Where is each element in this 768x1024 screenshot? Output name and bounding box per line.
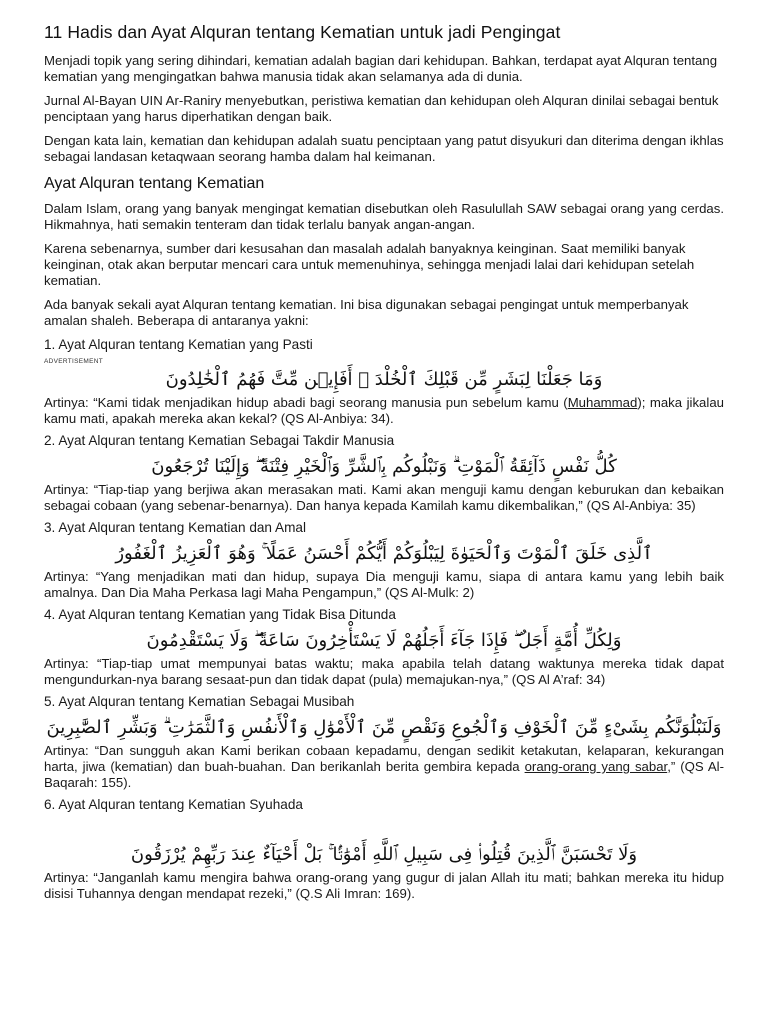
item-heading: 2. Ayat Alquran tentang Kematian Sebagai Takdir Manusia (44, 433, 395, 448)
item-heading: 4. Ayat Alquran tentang Kematian yang Tidak Bisa Ditunda (44, 607, 396, 622)
item-heading: 5. Ayat Alquran tentang Kematian Sebagai Musibah (44, 694, 355, 709)
verse-translation (44, 743, 724, 791)
page-title: 11 Hadis dan Ayat Alquran tentang Kematian untuk jadi Pengingat (44, 22, 561, 42)
intro-paragraph: Menjadi topik yang sering dihindari, kematian adalah bagian dari kehidupan. Bahkan, terdapat ayat Alquran tentang kematian yang mengingatkan bahwa manusia tidak akan selamanya ada di dunia. (44, 53, 718, 84)
spacer (44, 818, 724, 840)
verse-translation (44, 395, 724, 427)
item-heading: 3. Ayat Alquran tentang Kematian dan Amal (44, 520, 306, 535)
verse-translation: Artinya: “Tiap-tiap yang berjiwa akan merasakan mati. Kami akan menguji kamu dengan keburukan dan kebaikan sebagai cobaan (yang sebenar-benarnya). Dan hanya kepada Kamilah kamu dikembalikan,” (QS Al-Anbiya: 35) (44, 482, 724, 513)
intro-paragraph: Jurnal Al-Bayan UIN Ar-Raniry menyebutkan, peristiwa kematian dan kehidupan oleh Alquran dinilai sebagai bentuk penciptaan yang harus diperhatikan dengan baik. (44, 93, 719, 124)
translation-text: ); maka jikalau kamu mati, apakah mereka akan kekal? (QS Al-Anbiya: 34). (44, 395, 724, 426)
arabic-verse: وَلَا تَحْسَبَنَّ ٱلَّذِينَ قُتِلُوا۟ فِى سَبِيلِ ٱللَّهِ أَمْوَٰتًۢا ۚ بَلْ أَحْيَآءٌ عِندَ رَبِّهِمْ يُرْزَقُونَ (130, 844, 638, 865)
arabic-verse: وَمَا جَعَلْنَا لِبَشَرٍ مِّن قَبْلِكَ ٱلْخُلْدَ ۖ أَفَإِي۟ن مِّتَّ فَهُمُ ٱلْخَٰلِدُونَ (165, 369, 603, 390)
section-paragraph: Ada banyak sekali ayat Alquran tentang kematian. Ini bisa digunakan sebagai pengingat untuk memperbanyak amalan shaleh. Beberapa di antaranya yakni: (44, 297, 689, 328)
arabic-verse: كُلُّ نَفْسٍ ذَآئِقَةُ ٱلْمَوْتِ ۗ وَنَبْلُوكُم بِٱلشَّرِّ وَٱلْخَيْرِ فِتْنَةً ۖ وَإِلَيْنَا تُرْجَعُونَ (151, 456, 617, 477)
translation-link[interactable]: orang-orang yang sabar (524, 759, 668, 774)
arabic-verse: وَلَنَبْلُوَنَّكُم بِشَىْءٍ مِّنَ ٱلْخَوْفِ وَٱلْجُوعِ وَنَقْصٍ مِّنَ ٱلْأَمْوَٰلِ وَٱلْأَنفُسِ وَٱلثَّمَرَٰتِ ۗ وَبَشِّرِ ٱلصَّٰبِرِينَ (46, 717, 722, 738)
item-heading: 1. Ayat Alquran tentang Kematian yang Pasti (44, 337, 313, 352)
section-paragraph: Dalam Islam, orang yang banyak mengingat kematian disebutkan oleh Rasulullah SAW sebagai orang yang cerdas. Hikmahnya, hati semakin tenteram dan tidak terlalu banyak angan-angan. (44, 201, 724, 232)
item-heading: 6. Ayat Alquran tentang Kematian Syuhada (44, 797, 303, 812)
verse-translation: Artinya: “Yang menjadikan mati dan hidup, supaya Dia menguji kamu, siapa di antara kamu yang lebih baik amalnya. Dan Dia Maha Perkasa lagi Maha Pengampun,” (QS Al-Mulk: 2) (44, 569, 724, 600)
section-heading: Ayat Alquran tentang Kematian (44, 175, 265, 192)
translation-text: Artinya: “Kami tidak menjadikan hidup abadi bagi seorang manusia pun sebelum kamu ( (44, 395, 568, 410)
verse-translation: Artinya: “Janganlah kamu mengira bahwa orang-orang yang gugur di jalan Allah itu mati; bahkan mereka itu hidup disisi Tuhannya dengan mendapat rezeki,” (Q.S Ali Imran: 169). (44, 870, 724, 901)
arabic-verse: ٱلَّذِى خَلَقَ ٱلْمَوْتَ وَٱلْحَيَوٰةَ لِيَبْلُوَكُمْ أَيُّكُمْ أَحْسَنُ عَمَلًا ۚ وَهُوَ ٱلْعَزِيزُ ٱلْغَفُورُ (115, 543, 653, 564)
verse-translation: Artinya: “Tiap-tiap umat mempunyai batas waktu; maka apabila telah datang waktunya mereka tidak dapat mengundurkan-nya barang sesaat-pun dan tidak dapat (pula) memajukan-nya,” (QS Al A’raf: 34) (44, 656, 724, 687)
section-paragraph: Karena sebenarnya, sumber dari kesusahan dan masalah adalah banyaknya keinginan. Saat memiliki banyak keinginan, otak akan berputar mencari cara untuk memenuhinya, sehingga menjadi lalai dari kehidupan setelah kematian. (44, 241, 695, 288)
advertisement-label: ADVERTISEMENT (44, 358, 104, 365)
translation-text: ,” (QS Al-Baqarah: 155). (44, 759, 724, 790)
arabic-verse: وَلِكُلِّ أُمَّةٍ أَجَلٌ ۖ فَإِذَا جَآءَ أَجَلُهُمْ لَا يَسْتَأْخِرُونَ سَاعَةً ۖ وَلَا يَسْتَقْدِمُونَ (146, 630, 622, 651)
translation-text: Artinya: “Dan sungguh akan Kami berikan cobaan kepadamu, dengan sedikit ketakutan, kelaparan, kekurangan harta, jiwa (kematian) dan buah-buahan. Dan berikanlah berita gembira kepada (44, 743, 724, 774)
intro-paragraph: Dengan kata lain, kematian dan kehidupan adalah suatu penciptaan yang patut disyukuri dan diterima dengan ikhlas sebagai landasan ketaqwaan seorang hamba dalam hal keimanan. (44, 133, 724, 164)
translation-link[interactable]: Muhammad (567, 395, 638, 410)
